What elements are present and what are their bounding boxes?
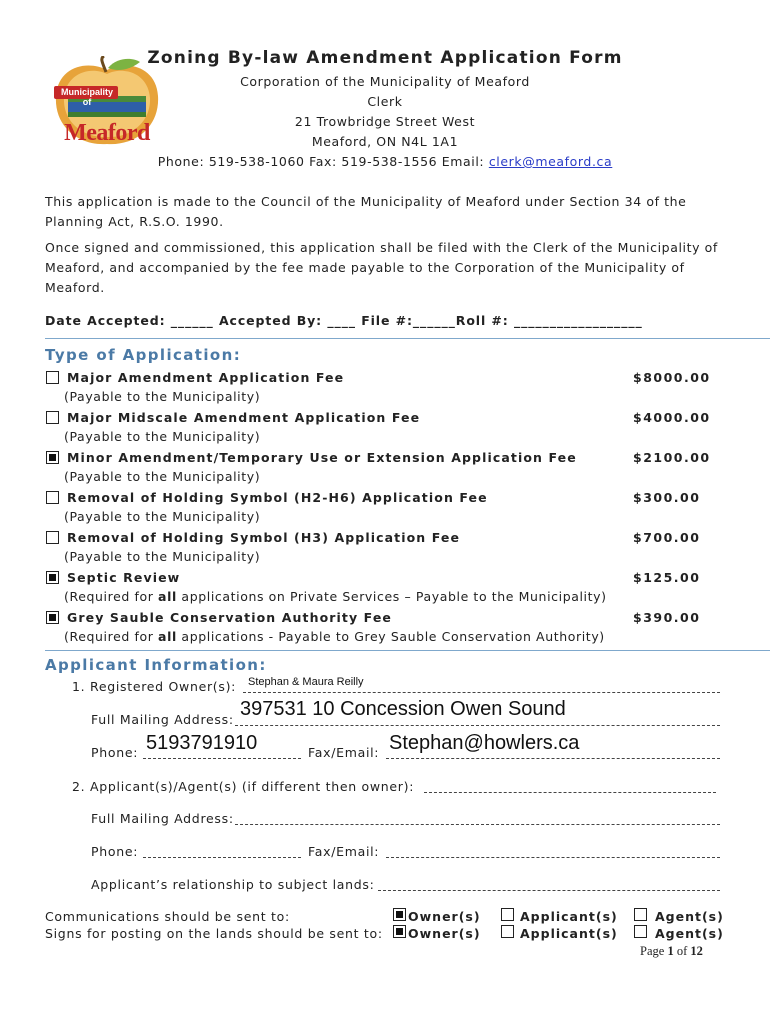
- page-total: 12: [690, 944, 703, 958]
- relationship-label: Applicant’s relationship to subject lands:: [91, 877, 375, 892]
- form-title: Zoning By-law Amendment Application Form: [147, 48, 623, 68]
- fee-note: [64, 549, 260, 564]
- contact-line: [0, 154, 770, 169]
- email-link[interactable]: clerk@meaford.ca: [488, 154, 613, 169]
- fee-label: Major Midscale Amendment Application Fee: [67, 410, 421, 425]
- page-word: Page: [640, 944, 665, 958]
- owner-phone-field[interactable]: [143, 758, 301, 759]
- fee-note: [64, 389, 260, 404]
- fee-note: [64, 509, 260, 524]
- agent-email-field[interactable]: [386, 857, 720, 858]
- signs-label: Signs for posting on the lands should be sent to:: [45, 926, 383, 941]
- fee-amount: $700.00: [633, 530, 701, 545]
- applicant-agent-label: 2. Applicant(s)/Agent(s) (if different then owner):: [72, 779, 415, 794]
- owner-phone-label: Phone:: [91, 745, 139, 760]
- owner-mailing-label: Full Mailing Address:: [91, 712, 234, 727]
- agent-mailing-field[interactable]: [235, 824, 720, 825]
- fee-note-text: (Required for: [64, 589, 159, 604]
- agent-phone-label: Phone:: [91, 844, 139, 859]
- fee-note-text: (Payable to the Municipality): [64, 469, 261, 484]
- signs-owner-label: Owner(s): [408, 926, 481, 941]
- fee-amount: $4000.00: [633, 410, 711, 425]
- owner-phone-value: 5193791910: [146, 732, 258, 754]
- intro-paragraph-1: This application is made to the Council of the Municipality of Meaford under Section 34 of the Planning Act, R.S.O. 1990.: [45, 194, 687, 229]
- owner-mailing-field[interactable]: [235, 725, 720, 726]
- fee-checkbox[interactable]: [46, 611, 59, 624]
- agent-mailing-label: Full Mailing Address:: [91, 811, 234, 826]
- relationship-field[interactable]: [378, 890, 720, 891]
- signs-agent-checkbox[interactable]: [634, 925, 647, 938]
- fee-amount: $125.00: [633, 570, 701, 585]
- fee-checkbox[interactable]: [46, 491, 59, 504]
- fee-note-emphasis: all: [158, 629, 177, 644]
- fee-amount: $2100.00: [633, 450, 711, 465]
- communications-label: Communications should be sent to:: [45, 909, 290, 924]
- applicant-information-heading: Applicant Information:: [45, 656, 267, 674]
- fee-label: Removal of Holding Symbol (H2-H6) Application Fee: [67, 490, 488, 505]
- fee-label: Removal of Holding Symbol (H3) Application Fee: [67, 530, 461, 545]
- contact-text: Phone: 519-538-1060 Fax: 519-538-1556 Email:: [157, 154, 489, 169]
- communications-applicant-checkbox[interactable]: [501, 908, 514, 921]
- fee-label: Septic Review: [67, 570, 181, 585]
- type-of-application-heading: Type of Application:: [45, 346, 242, 364]
- page-current: 1: [667, 944, 674, 958]
- page-of: of: [676, 944, 688, 958]
- fee-checkbox[interactable]: [46, 451, 59, 464]
- owner-email-field[interactable]: [386, 758, 720, 759]
- org-dept: Clerk: [367, 94, 403, 109]
- org-street: 21 Trowbridge Street West: [294, 114, 476, 129]
- section-divider: [45, 650, 770, 651]
- org-name: Corporation of the Municipality of Meaford: [240, 74, 530, 89]
- org-city: Meaford, ON N4L 1A1: [311, 134, 459, 149]
- fee-note: [64, 589, 607, 604]
- fee-label: Minor Amendment/Temporary Use or Extension Application Fee: [67, 450, 577, 465]
- logo-text-bottom: Meaford: [64, 120, 150, 146]
- fee-note-text: (Payable to the Municipality): [64, 549, 261, 564]
- owner-email-value: Stephan@howlers.ca: [389, 732, 580, 754]
- fee-note-emphasis: all: [158, 589, 177, 604]
- logo-text-top: Municipality of: [60, 87, 113, 107]
- owner-fax-email-label: Fax/Email:: [308, 745, 380, 760]
- fee-note-text: (Payable to the Municipality): [64, 509, 261, 524]
- fee-checkbox[interactable]: [46, 571, 59, 584]
- applicant-agent-field[interactable]: [424, 792, 716, 793]
- registered-owner-value: Stephan & Maura Reilly: [248, 676, 364, 688]
- fee-note-text-end: applications on Private Services – Payable to the Municipality): [176, 589, 607, 604]
- fee-label: Major Amendment Application Fee: [67, 370, 345, 385]
- communications-agent-checkbox[interactable]: [634, 908, 647, 921]
- communications-agent-label: Agent(s): [655, 909, 724, 924]
- communications-owner-checkbox[interactable]: [393, 908, 406, 921]
- page-number: [640, 944, 703, 959]
- signs-agent-label: Agent(s): [655, 926, 724, 941]
- fee-checkbox[interactable]: [46, 411, 59, 424]
- section-divider: [45, 338, 770, 339]
- fee-checkbox[interactable]: [46, 531, 59, 544]
- fee-note-text: (Payable to the Municipality): [64, 389, 261, 404]
- fee-note-text-end: applications - Payable to Grey Sauble Conservation Authority): [176, 629, 605, 644]
- registered-owner-field[interactable]: [243, 692, 720, 693]
- office-use-line: Date Accepted: ______ Accepted By: ____ File #:______Roll #: __________________: [45, 313, 643, 328]
- communications-applicant-label: Applicant(s): [520, 909, 618, 924]
- fee-note: [64, 469, 260, 484]
- communications-owner-label: Owner(s): [408, 909, 481, 924]
- fee-checkbox[interactable]: [46, 371, 59, 384]
- fee-label: Grey Sauble Conservation Authority Fee: [67, 610, 392, 625]
- fee-note: [64, 629, 605, 644]
- fee-amount: $390.00: [633, 610, 701, 625]
- registered-owner-label: 1. Registered Owner(s):: [72, 679, 237, 694]
- fee-amount: $8000.00: [633, 370, 711, 385]
- owner-mailing-value: 397531 10 Concession Owen Sound: [240, 698, 566, 720]
- signs-applicant-label: Applicant(s): [520, 926, 618, 941]
- agent-fax-email-label: Fax/Email:: [308, 844, 380, 859]
- fee-note-text: (Payable to the Municipality): [64, 429, 261, 444]
- intro-paragraph-2: Once signed and commissioned, this application shall be filed with the Clerk of the Municipality of Meaford, and accompanied by the fee made payable to the Corporation of the Municipality of Meaford.: [45, 240, 718, 295]
- agent-phone-field[interactable]: [143, 857, 301, 858]
- signs-applicant-checkbox[interactable]: [501, 925, 514, 938]
- fee-amount: $300.00: [633, 490, 701, 505]
- fee-note-text: (Required for: [64, 629, 159, 644]
- fee-note: [64, 429, 260, 444]
- signs-owner-checkbox[interactable]: [393, 925, 406, 938]
